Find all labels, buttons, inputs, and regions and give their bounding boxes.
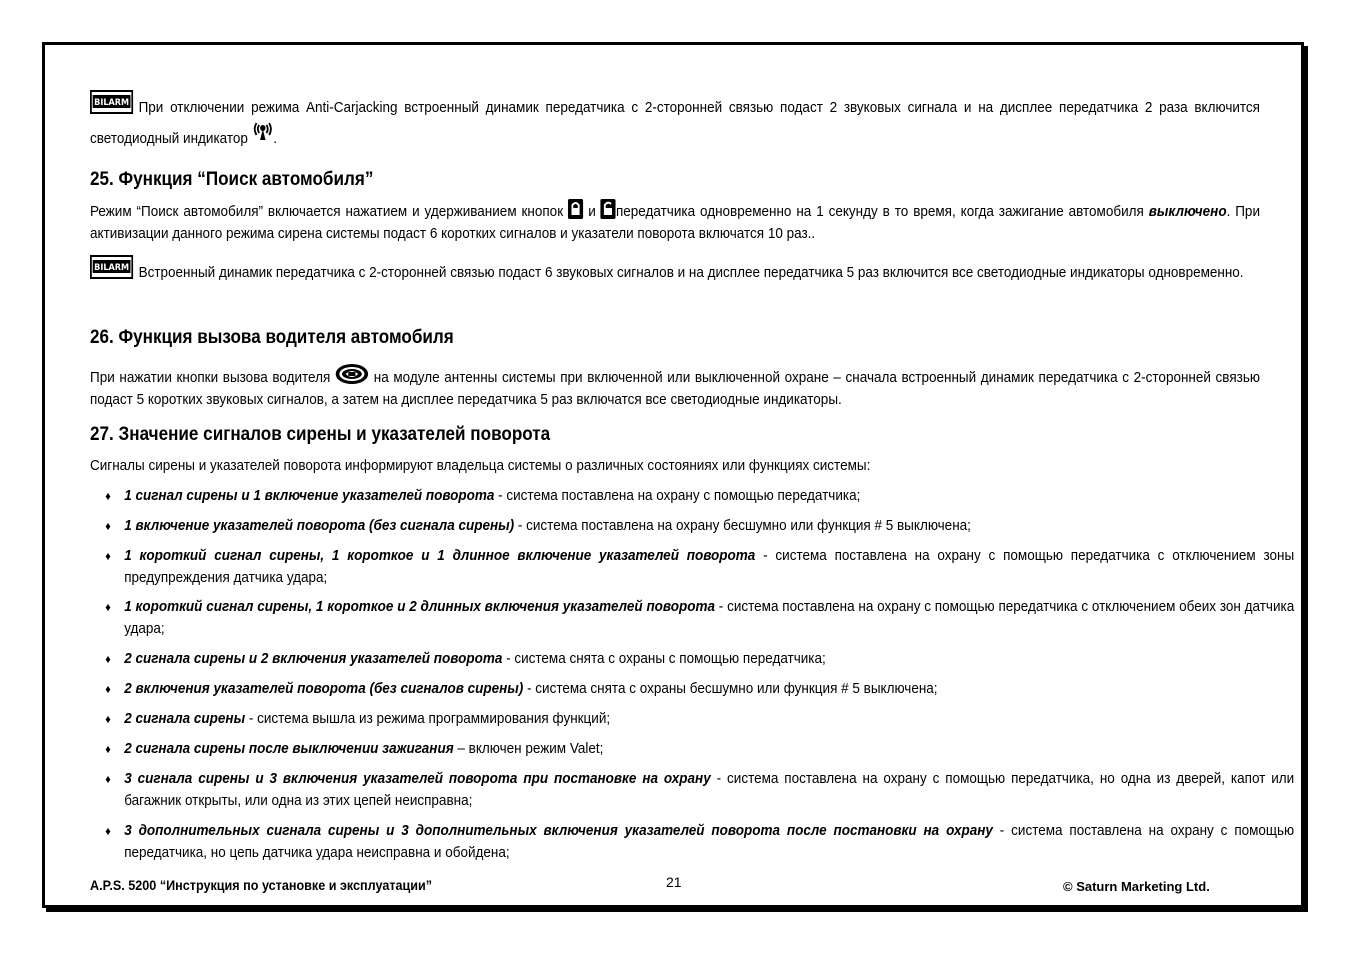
list-item: ♦ 3 сигнала сирены и 3 включения указателей поворота при постановке на охрану - система поставлена на охрану с помощью передатчика, но одна из дверей, капот или багажник открыты, или одна из этих цепей неисправна; bbox=[105, 770, 1295, 809]
diamond-bullet-icon: ♦ bbox=[105, 600, 111, 614]
svg-text:BILARM: BILARM bbox=[94, 97, 130, 109]
section-27-heading: 27. Значение сигналов сирены и указателей поворота bbox=[90, 424, 551, 445]
diamond-bullet-icon: ♦ bbox=[105, 652, 111, 666]
bilarm-badge-icon bbox=[90, 90, 133, 114]
section-26-body: При нажатии кнопки вызова водителя на модуле антенны системы при включенной или выключенной охране – сначала встроенный динамик передатчика с 2-сторонней связью подаст 5 коротких звуковых сигналов, а затем на дисплее передатчика 5 раз включатся все светодиодные индикаторы. bbox=[90, 363, 1351, 411]
diamond-bullet-icon: ♦ bbox=[105, 772, 111, 786]
section-27-intro: Сигналы сирены и указателей поворота информируют владельца системы о различных состояниях или функциях системы: bbox=[90, 457, 871, 474]
footer-title: A.P.S. 5200 “Инструкция по установке и эксплуатации” bbox=[90, 877, 433, 893]
note1-text: При отключении режима Anti-Carjacking встроенный динамик передатчика с 2-сторонней связью подаст 2 звуковых сигнала и на дисплее передатчика 2 раза включится светодиодный индикатор bbox=[90, 99, 1261, 147]
section-25-body: Режим “Поиск автомобиля” включается нажатием и удерживанием кнопок и передатчика одновременно на 1 секунду в то время, когда зажигание автомобиля выключено. При активизации данного режима сирена системы подаст 6 коротких сигналов и указатели поворота включатся 10 раз.. bbox=[90, 199, 1351, 245]
diamond-bullet-icon: ♦ bbox=[105, 682, 111, 696]
list-item: ♦ 2 сигнала сирены после выключении зажигания – включен режим Valet; bbox=[90, 738, 1294, 760]
driver-call-button-icon bbox=[335, 363, 369, 385]
list-item: ♦ 2 включения указателей поворота (без сигналов сирены) - система снята с охраны бесшумно или функция # 5 выключена; bbox=[90, 678, 1294, 700]
footer-copyright: © Saturn Marketing Ltd. bbox=[1063, 879, 1210, 894]
note-search-car bbox=[90, 255, 1351, 284]
list-item: ♦ 2 сигнала сирены и 2 включения указателей поворота - система снята с охраны с помощью передатчика; bbox=[90, 648, 1294, 670]
section-26-heading: 26. Функция вызова водителя автомобиля bbox=[90, 327, 454, 348]
diamond-bullet-icon: ♦ bbox=[105, 519, 111, 533]
antenna-signal-icon bbox=[252, 119, 274, 143]
section-25-heading: 25. Функция “Поиск автомобиля” bbox=[90, 169, 374, 190]
note-anticarjacking: BILARM При отключении режима Anti-Carjacking встроенный динамик передатчика с 2-сторонней связью подаст 2 звуковых сигнала и на дисплее передатчика 2 раза включится светодиодный индикатор . bbox=[90, 90, 1260, 150]
signal-list bbox=[90, 485, 1351, 864]
lock-open-icon bbox=[601, 199, 616, 219]
diamond-bullet-icon: ♦ bbox=[105, 549, 111, 563]
list-item: ♦ 1 включение указателей поворота (без сигнала сирены) - система поставлена на охрану бесшумно или функция # 5 выключена; bbox=[90, 515, 1294, 537]
list-item: ♦ 1 короткий сигнал сирены, 1 короткое и 2 длинных включения указателей поворота - система поставлена на охрану с помощью передатчика с отключением обеих зон датчика удара; bbox=[105, 598, 1295, 637]
diamond-bullet-icon: ♦ bbox=[105, 712, 111, 726]
bilarm-badge-icon bbox=[90, 255, 133, 279]
list-item: ♦ 3 дополнительных сигнала сирены и 3 дополнительных включения указателей поворота после постановки на охрану - система поставлена на охрану с помощью передатчика, но цепь датчика удара неисправна и обойдена; bbox=[105, 822, 1295, 861]
note2-text: Встроенный динамик передатчика с 2-сторонней связью подаст 6 звуковых сигналов и на дисплее передатчика 5 раз включится все светодиодные индикаторы одновременно. bbox=[138, 264, 1244, 281]
diamond-bullet-icon: ♦ bbox=[105, 824, 111, 838]
list-item: ♦ 2 сигнала сирены - система вышла из режима программирования функций; bbox=[90, 708, 1294, 730]
svg-text:BILARM: BILARM bbox=[94, 262, 130, 274]
lock-closed-icon bbox=[568, 199, 583, 219]
list-item: ♦ 1 сигнал сирены и 1 включение указателей поворота - система поставлена на охрану с помощью передатчика; bbox=[90, 485, 1294, 507]
diamond-bullet-icon: ♦ bbox=[105, 742, 111, 756]
page-number: 21 bbox=[666, 874, 682, 890]
list-item: ♦ 1 короткий сигнал сирены, 1 короткое и 1 длинное включение указателей поворота - система поставлена на охрану с помощью передатчика с отключением зоны предупреждения датчика удара; bbox=[105, 547, 1295, 586]
diamond-bullet-icon: ♦ bbox=[105, 489, 111, 503]
